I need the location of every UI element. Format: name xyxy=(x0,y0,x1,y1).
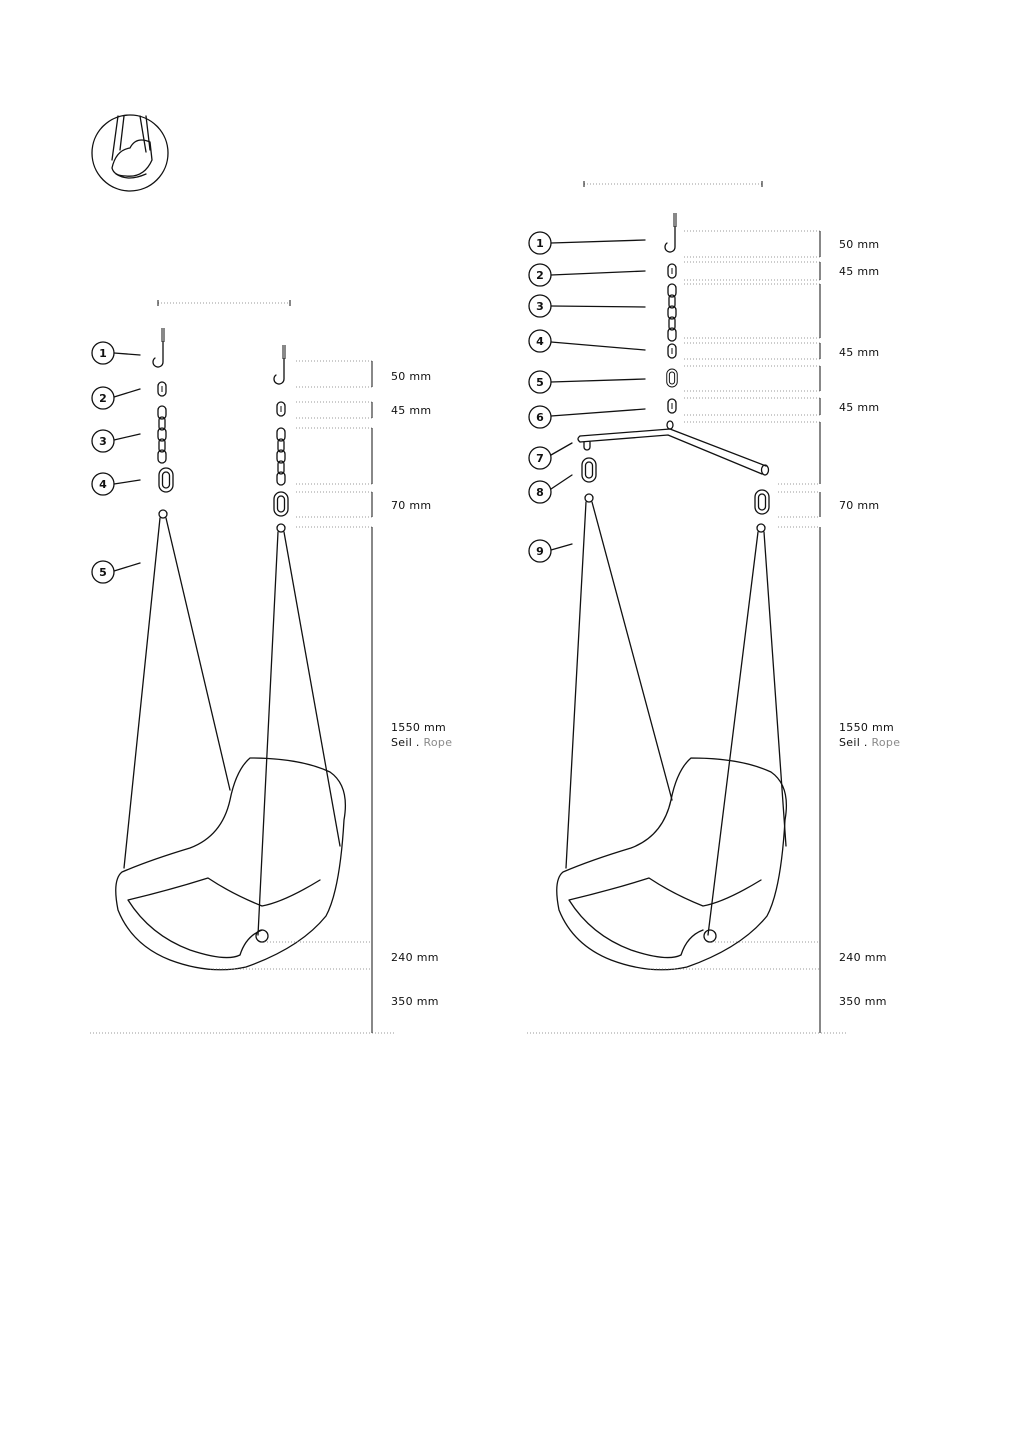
svg-text:2: 2 xyxy=(536,269,544,282)
chain-link-icon xyxy=(668,399,676,413)
dim-carabiner-label: 70 mm xyxy=(839,499,880,512)
seat xyxy=(557,758,787,970)
callout-3 xyxy=(92,430,140,452)
dim-link-label: 45 mm xyxy=(391,404,432,417)
svg-text:1: 1 xyxy=(536,237,544,250)
svg-text:4: 4 xyxy=(99,478,107,491)
ceiling-hook-icon xyxy=(274,345,284,384)
chain-icon xyxy=(668,284,676,341)
dim-rope-material-label: Seil . Rope xyxy=(839,736,901,749)
dim-hook-label: 50 mm xyxy=(391,370,432,383)
rope xyxy=(566,494,786,935)
dim-rope-length-label: 1550 mm xyxy=(391,721,447,734)
dim-ground-clearance-label: 350 mm xyxy=(839,995,887,1008)
ceiling-hook-icon xyxy=(665,213,675,252)
svg-text:5: 5 xyxy=(99,566,107,579)
left-diagram xyxy=(90,300,452,1033)
chain-link-icon xyxy=(668,264,676,278)
callout-1 xyxy=(529,232,645,254)
dim-link-bottom-label: 45 mm xyxy=(839,401,880,414)
callout-4 xyxy=(92,473,140,495)
dim-seat-height-label: 240 mm xyxy=(839,951,887,964)
svg-text:7: 7 xyxy=(536,452,544,465)
callout-8 xyxy=(529,475,572,503)
svg-text:1: 1 xyxy=(99,347,107,360)
svg-text:3: 3 xyxy=(99,435,107,448)
carabiner-icon xyxy=(159,468,173,492)
svg-text:6: 6 xyxy=(536,411,544,424)
ceiling-hook-icon xyxy=(153,328,163,367)
svg-text:8: 8 xyxy=(536,486,544,499)
callout-2 xyxy=(92,387,140,409)
dim-rope-material-label: Seil . Rope xyxy=(391,736,453,749)
callout-4 xyxy=(529,330,645,352)
callout-5 xyxy=(92,561,140,583)
svg-text:4: 4 xyxy=(536,335,544,348)
dim-seat-height-label: 240 mm xyxy=(391,951,439,964)
chain-icon xyxy=(158,406,166,463)
right-diagram xyxy=(527,181,900,1033)
dim-rope-length-label: 1550 mm xyxy=(839,721,895,734)
dim-carabiner-label: 70 mm xyxy=(391,499,432,512)
chain-icon xyxy=(277,428,285,485)
rope xyxy=(124,510,340,935)
carabiner-icon xyxy=(667,369,678,387)
callout-6 xyxy=(529,406,645,428)
chain-link-icon xyxy=(158,382,166,396)
svg-text:5: 5 xyxy=(536,376,544,389)
dim-hook-label: 50 mm xyxy=(839,238,880,251)
chain-link-icon xyxy=(277,402,285,416)
chain-link-icon xyxy=(668,344,676,358)
callout-2 xyxy=(529,264,645,286)
svg-text:9: 9 xyxy=(536,545,544,558)
svg-text:3: 3 xyxy=(536,300,544,313)
spreader-bar-icon xyxy=(578,421,769,475)
dim-link-top-label: 45 mm xyxy=(839,265,880,278)
carabiner-icon xyxy=(755,490,769,514)
callout-7 xyxy=(529,443,572,469)
callout-1 xyxy=(92,342,140,364)
dim-ground-clearance-label: 350 mm xyxy=(391,995,439,1008)
dim-link-mid-label: 45 mm xyxy=(839,346,880,359)
callout-5 xyxy=(529,371,645,393)
carabiner-icon xyxy=(274,492,288,516)
carabiner-icon xyxy=(582,458,596,482)
callout-3 xyxy=(529,295,645,317)
callout-9 xyxy=(529,540,572,562)
swing-chair-icon xyxy=(92,115,168,191)
svg-text:2: 2 xyxy=(99,392,107,405)
